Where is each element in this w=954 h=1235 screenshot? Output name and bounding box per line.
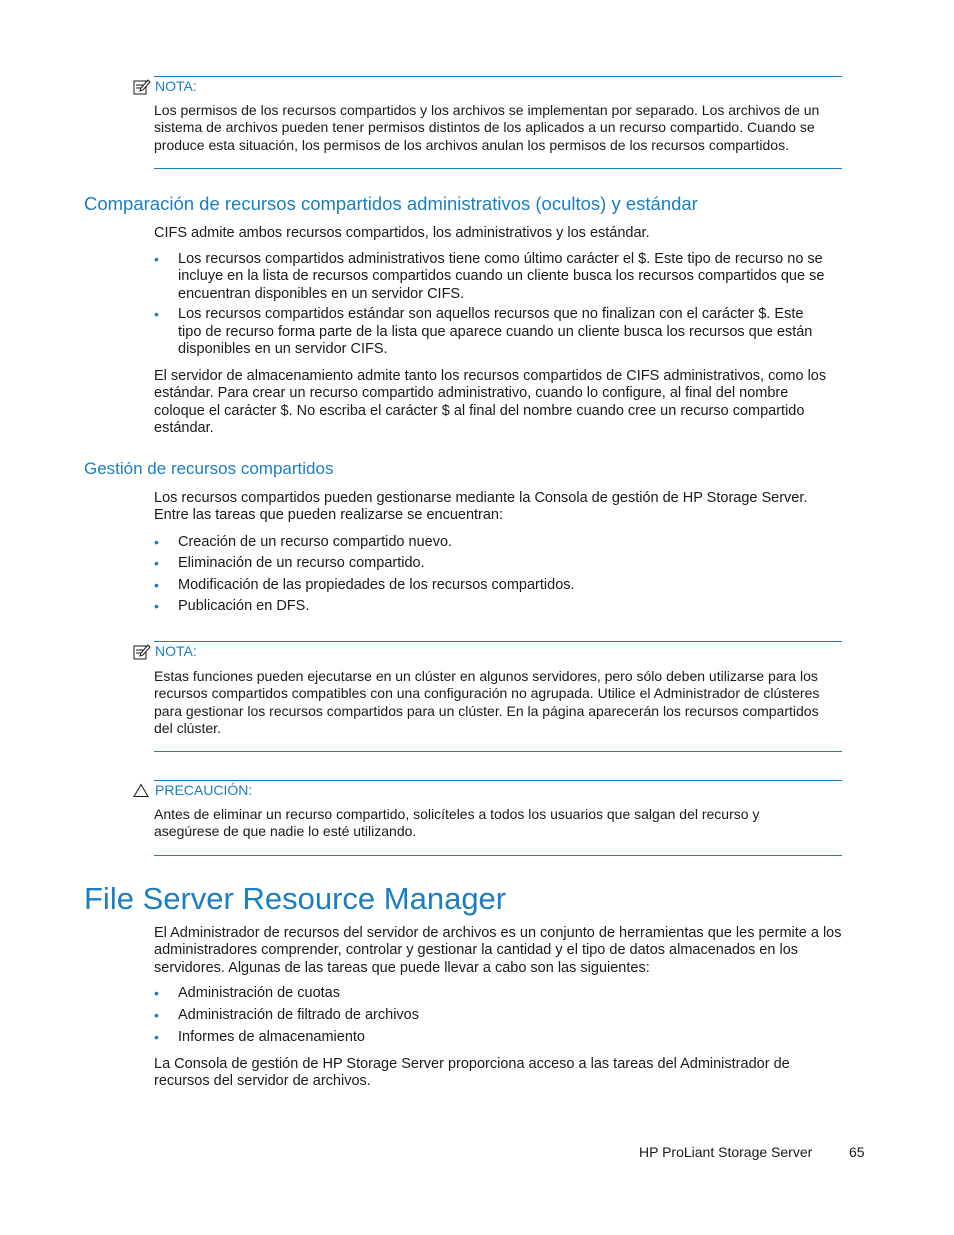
- note-pencil-icon: [133, 643, 155, 660]
- note2-header: [133, 643, 197, 660]
- section3-closing: La Consola de gestión de HP Storage Server proporciona acceso a las tareas del Administrador de recursos del servidor de archivos.: [154, 1056, 790, 1090]
- bullet-text: Eliminación de un recurso compartido.: [178, 555, 425, 572]
- bullet-text: Los recursos compartidos estándar son aquellos recursos que no finalizan con el carácter $. Este tipo de recurso forma parte de la lista que aparece cuando un cliente busca los recursos que están disponibles en un servidor CIFS.: [178, 306, 813, 358]
- section2-bullet-list: [154, 534, 834, 616]
- bullet-text: Publicación en DFS.: [178, 598, 310, 615]
- bullet-icon: •: [154, 576, 159, 593]
- list-item: [154, 306, 830, 358]
- bullet-text: Los recursos compartidos administrativos tiene como último carácter el $. Este tipo de recurso no se incluye en la lista de recursos compartidos cuando un cliente busca los recursos compartidos que se encuentran disponibles en un servidor CIFS.: [178, 251, 825, 302]
- section1-closing: El servidor de almacenamiento admite tanto los recursos compartidos de CIFS administrativos, como los estándar. Para crear un recurso compartido administrativo, cuando lo configure, al final del nombre coloque el carácter $. No escriba el carácter $ al final del nombre cuando cree un recurso compartido estándar.: [154, 368, 827, 437]
- note1-top-rule: [154, 76, 842, 77]
- bullet-icon: •: [154, 598, 159, 615]
- list-item: [154, 598, 834, 615]
- note1-label: NOTA:: [155, 78, 197, 94]
- note2-text: Estas funciones pueden ejecutarse en un clúster en algunos servidores, pero sólo deben utilizarse para los recursos compartidos compatibles con una configuración no agrupada. Utilice el Administrador de clústeres para gestionar los recursos compartidos para un clúster. En la página aparecerán los recursos compartidos del clúster.: [154, 668, 820, 736]
- footer-page-number: 65: [849, 1144, 865, 1160]
- section1-intro: CIFS admite ambos recursos compartidos, los administrativos y los estándar.: [154, 225, 650, 241]
- section1-heading: Comparación de recursos compartidos administrativos (ocultos) y estándar: [84, 193, 698, 214]
- bullet-text: Administración de cuotas: [178, 985, 340, 1001]
- footer-product: HP ProLiant Storage Server: [639, 1144, 813, 1160]
- note1-bottom-rule: [154, 168, 842, 169]
- note-pencil-icon: [133, 78, 155, 95]
- note2-label: NOTA:: [155, 643, 197, 659]
- bullet-icon: •: [154, 251, 159, 267]
- bullet-text: Informes de almacenamiento: [178, 1029, 365, 1045]
- bullet-icon: •: [154, 306, 159, 323]
- bullet-icon: •: [154, 555, 159, 572]
- list-item: [154, 1029, 834, 1046]
- bullet-text: Creación de un recurso compartido nuevo.: [178, 534, 453, 550]
- note1-text: Los permisos de los recursos compartidos y los archivos se implementan por separado. Los archivos de un sistema de archivos pueden tener permisos distintos de los aplicados a un recurso compartido. Cuando se produce esta situación, los permisos de los archivos anulan los permisos de los recursos compartidos.: [154, 102, 820, 153]
- section1-bullet-list: [154, 251, 830, 358]
- caution-top-rule: [154, 780, 842, 781]
- caution-header: [133, 782, 252, 799]
- bullet-icon: •: [154, 534, 159, 550]
- bullet-icon: •: [154, 1029, 159, 1045]
- section3-intro: El Administrador de recursos del servidor de archivos es un conjunto de herramientas que les permite a los administradores comprender, controlar y gestionar la cantidad y el tipo de datos almacenados en los servidores. Algunas de las tareas que puede llevar a cabo son las siguientes:: [154, 925, 842, 976]
- list-item: [154, 251, 830, 303]
- bullet-text: Modificación de las propiedades de los recursos compartidos.: [178, 576, 575, 593]
- note2-top-rule: [154, 641, 842, 642]
- section2-heading: Gestión de recursos compartidos: [84, 459, 334, 478]
- list-item: [154, 1007, 834, 1024]
- bullet-icon: •: [154, 1007, 159, 1023]
- warning-triangle-icon: [133, 783, 155, 798]
- caution-text: Antes de eliminar un recurso compartido, solicíteles a todos los usuarios que salgan del recurso y asegúrese de que nadie lo esté utilizando.: [154, 806, 760, 840]
- list-item: [154, 534, 834, 551]
- caution-label: PRECAUCIÓN:: [155, 782, 253, 798]
- list-item: [154, 555, 834, 572]
- list-item: [154, 985, 834, 1002]
- list-item: [154, 577, 834, 594]
- note2-bottom-rule: [154, 751, 842, 752]
- section3-bullet-list: [154, 985, 834, 1046]
- bullet-text: Administración de filtrado de archivos: [178, 1007, 419, 1023]
- section2-intro: Los recursos compartidos pueden gestionarse mediante la Consola de gestión de HP Storage Server. Entre las tareas que pueden realizarse se encuentran:: [154, 490, 808, 524]
- bullet-icon: •: [154, 985, 159, 1001]
- note1-header: [133, 78, 197, 95]
- section3-heading: File Server Resource Manager: [84, 881, 507, 916]
- caution-bottom-rule: [154, 855, 842, 856]
